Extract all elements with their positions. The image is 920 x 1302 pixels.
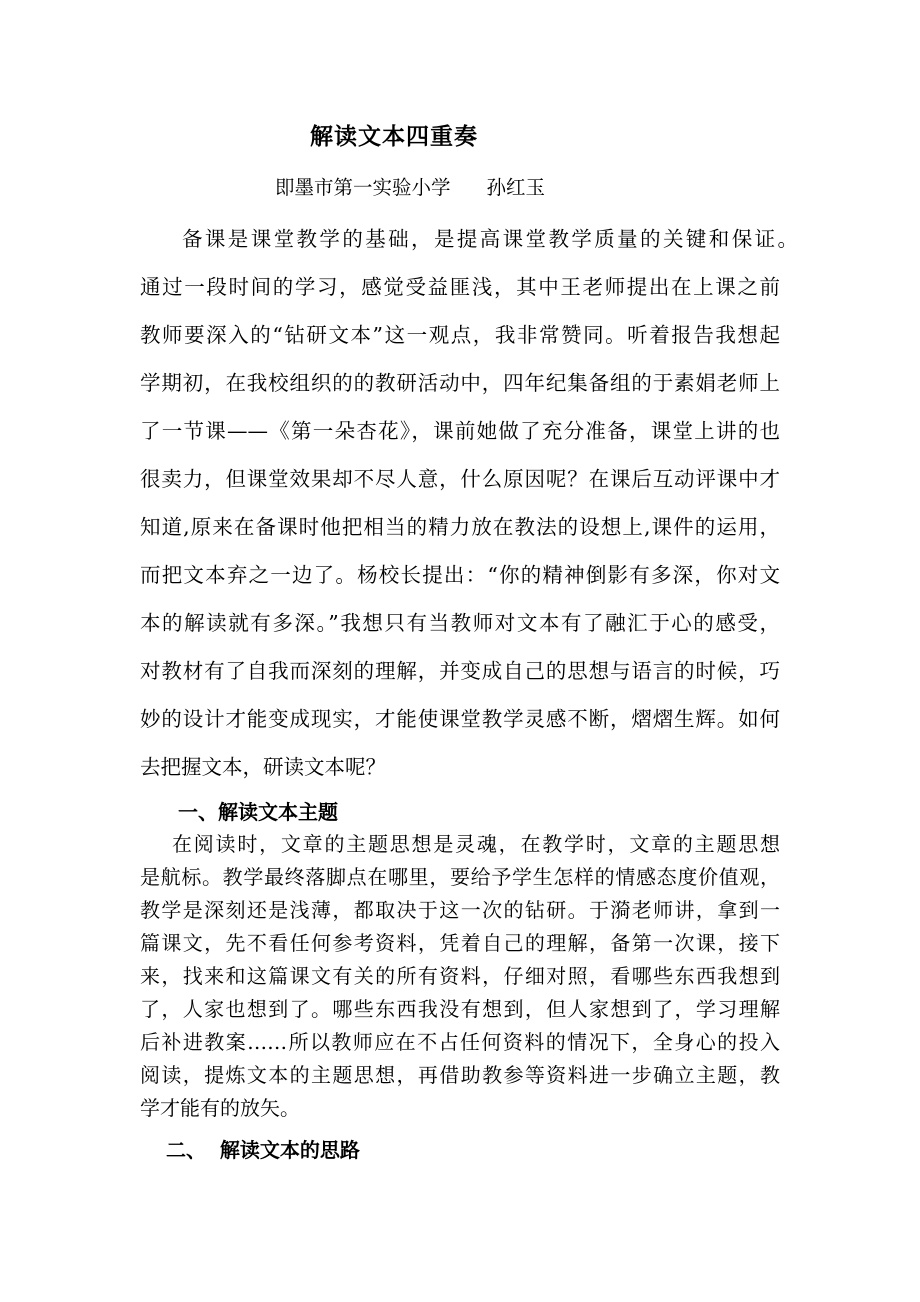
intro-line: 对教材有了自我而深刻的理解，并变成自己的思想与语言的时候，巧 [140,659,780,683]
section-1-line: 教学是深刻还是浅薄，都取决于这一次的钻研。于漪老师讲，拿到一 [140,898,780,922]
author-school: 即墨市第一实验小学 [275,176,451,199]
section-1-line: 学才能有的放矢。 [140,1096,300,1120]
intro-line: 知道,原来在备课时他把相当的精力放在教法的设想上,课件的运用， [140,515,780,539]
author-name: 孙红玉 [486,176,546,199]
intro-line: 很卖力，但课堂效果却不尽人意，什么原因呢？在课后互动评课中才 [140,467,780,491]
document-title: 解读文本四重奏 [310,124,478,150]
section-1-line: 来，找来和这篇课文有关的所有资料，仔细对照，看哪些东西我想到 [140,964,780,988]
intro-line: 而把文本弃之一边了。杨校长提出：“你的精神倒影有多深，你对文 [140,563,780,587]
section-1-line: 在阅读时，文章的主题思想是灵魂，在教学时，文章的主题思想 [172,832,780,856]
intro-line: 学期初，在我校组织的的教研活动中，四年纪集备组的于素娟老师上 [140,371,780,395]
intro-line: 备课是课堂教学的基础，是提高课堂教学质量的关键和保证。 [182,227,798,251]
intro-line: 本的解读就有多深。”我想只有当教师对文本有了融汇于心的感受， [140,611,780,635]
intro-line: 妙的设计才能变成现实，才能使课堂教学灵感不断，熠熠生辉。如何 [140,707,780,731]
author-line [275,172,545,200]
section-1-line: 篇课文，先不看任何参考资料，凭着自己的理解，备第一次课，接下 [140,931,780,955]
intro-line: 通过一段时间的学习，感觉受益匪浅，其中王老师提出在上课之前 [140,275,780,299]
intro-line: 教师要深入的“钻研文本”这一观点，我非常赞同。听着报告我想起 [140,323,780,347]
section-1-line: 阅读，提炼文本的主题思想，再借助教参等资料进一步确立主题，教 [140,1063,780,1087]
section-1-line: 是航标。教学最终落脚点在哪里，要给予学生怎样的情感态度价值观， [140,865,780,889]
section-1-line: 了，人家也想到了。哪些东西我没有想到，但人家想到了，学习理解 [140,997,780,1021]
section-1-heading: 一、解读文本主题 [178,800,338,824]
intro-line: 了一节课——《第一朵杏花》，课前她做了充分准备，课堂上讲的也 [140,419,780,443]
section-2-heading: 二、 解读文本的思路 [166,1138,360,1162]
section-1-line: 后补进教案……所以教师应在不占任何资料的情况下，全身心的投入 [140,1030,780,1054]
intro-line: 去把握文本，研读文本呢？ [140,755,386,779]
